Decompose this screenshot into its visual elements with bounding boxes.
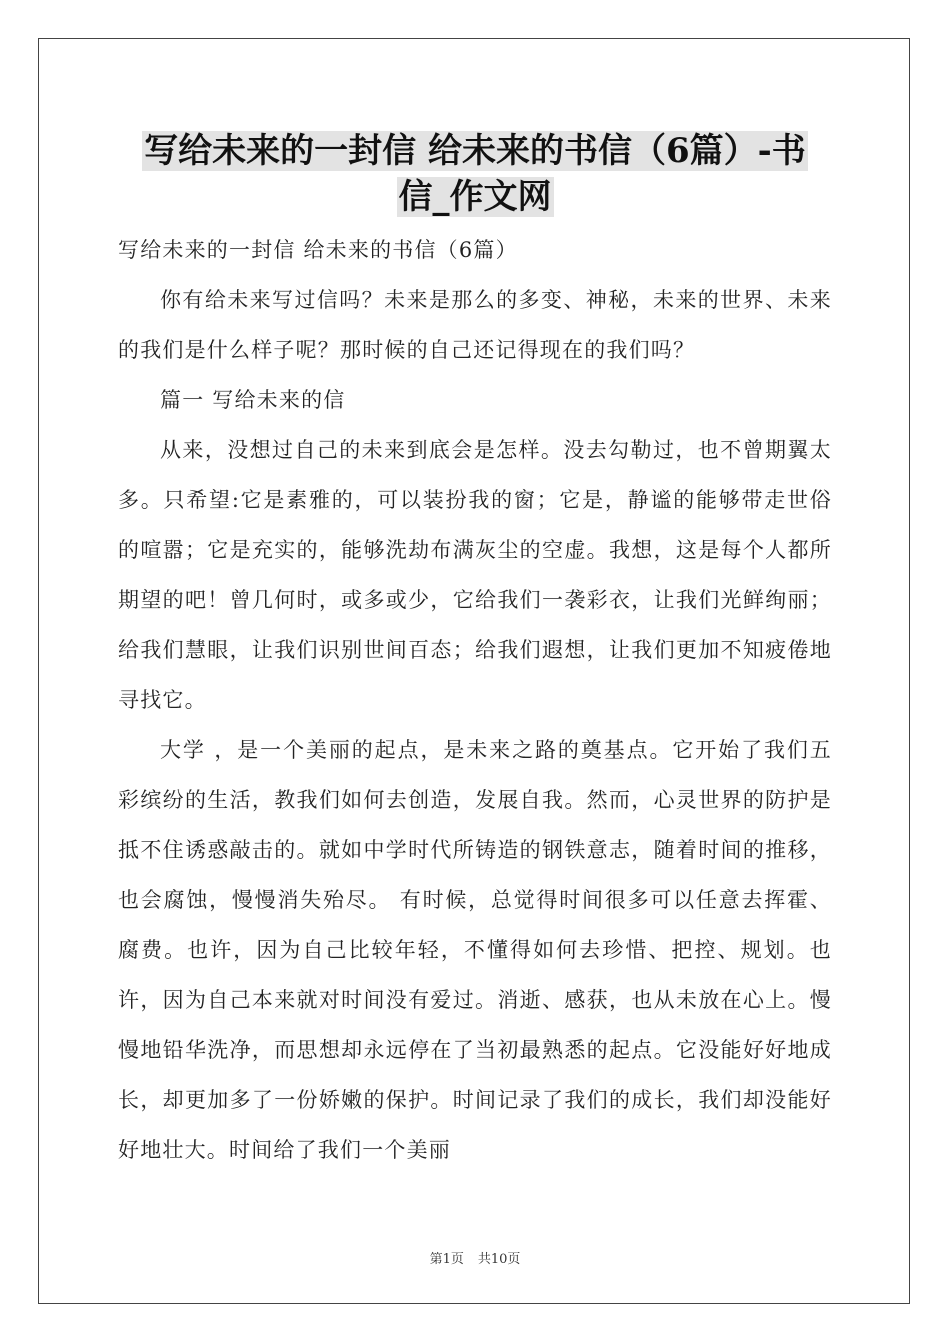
page-footer	[0, 1248, 950, 1267]
page-total: 共10页	[477, 1252, 521, 1267]
title-line-1: 写给未来的一封信 给未来的书信（6篇）-书	[144, 131, 806, 171]
paragraph-intro: 你有给未来写过信吗？未来是那么的多变、神秘，未来的世界、未来的我们是什么样子呢？那时候的自己还记得现在的我们吗？	[118, 288, 832, 362]
section-heading: 篇一 写给未来的信	[160, 388, 346, 412]
title-line-2: 信_作文网	[398, 177, 552, 217]
page-number: 第1页	[429, 1252, 464, 1267]
document-title	[118, 128, 832, 220]
paragraph: 从来，没想过自己的未来到底会是怎样。没去勾勒过，也不曾期翼太多。只希望:它是素雅的，可以装扮我的窗；它是，静谧的能够带走世俗的喧嚣；它是充实的，能够洗劫布满灰尘的空虚。我想，这是每个人都所期望的吧！曾几何时，或多或少，它给我们一袭彩衣，让我们光鲜绚丽；给我们慧眼，让我们识别世间百态；给我们遐想，让我们更加不知疲倦地寻找它。	[118, 438, 832, 712]
document-subtitle: 写给未来的一封信 给未来的书信（6篇）	[118, 238, 518, 262]
paragraph: 大学 ，是一个美丽的起点，是未来之路的奠基点。它开始了我们五彩缤纷的生活，教我们如何去创造，发展自我。然而，心灵世界的防护是抵不住诱惑敲击的。就如中学时代所铸造的钢铁意志，随着时间的推移，也会腐蚀，慢慢消失殆尽。 有时候，总觉得时间很多可以任意去挥霍、腐费。也许，因为自己比较年轻，不懂得如何去珍惜、把控、规划。也许，因为自己本来就对时间没有爱过。消逝、感获，也从未放在心上。慢慢地铅华洗净，而思想却永远停在了当初最熟悉的起点。它没能好好地成长，却更加多了一份娇嫩的保护。时间记录了我们的成长，我们却没能好好地壮大。时间给了我们一个美丽	[118, 738, 832, 1162]
document-body	[118, 228, 832, 1175]
